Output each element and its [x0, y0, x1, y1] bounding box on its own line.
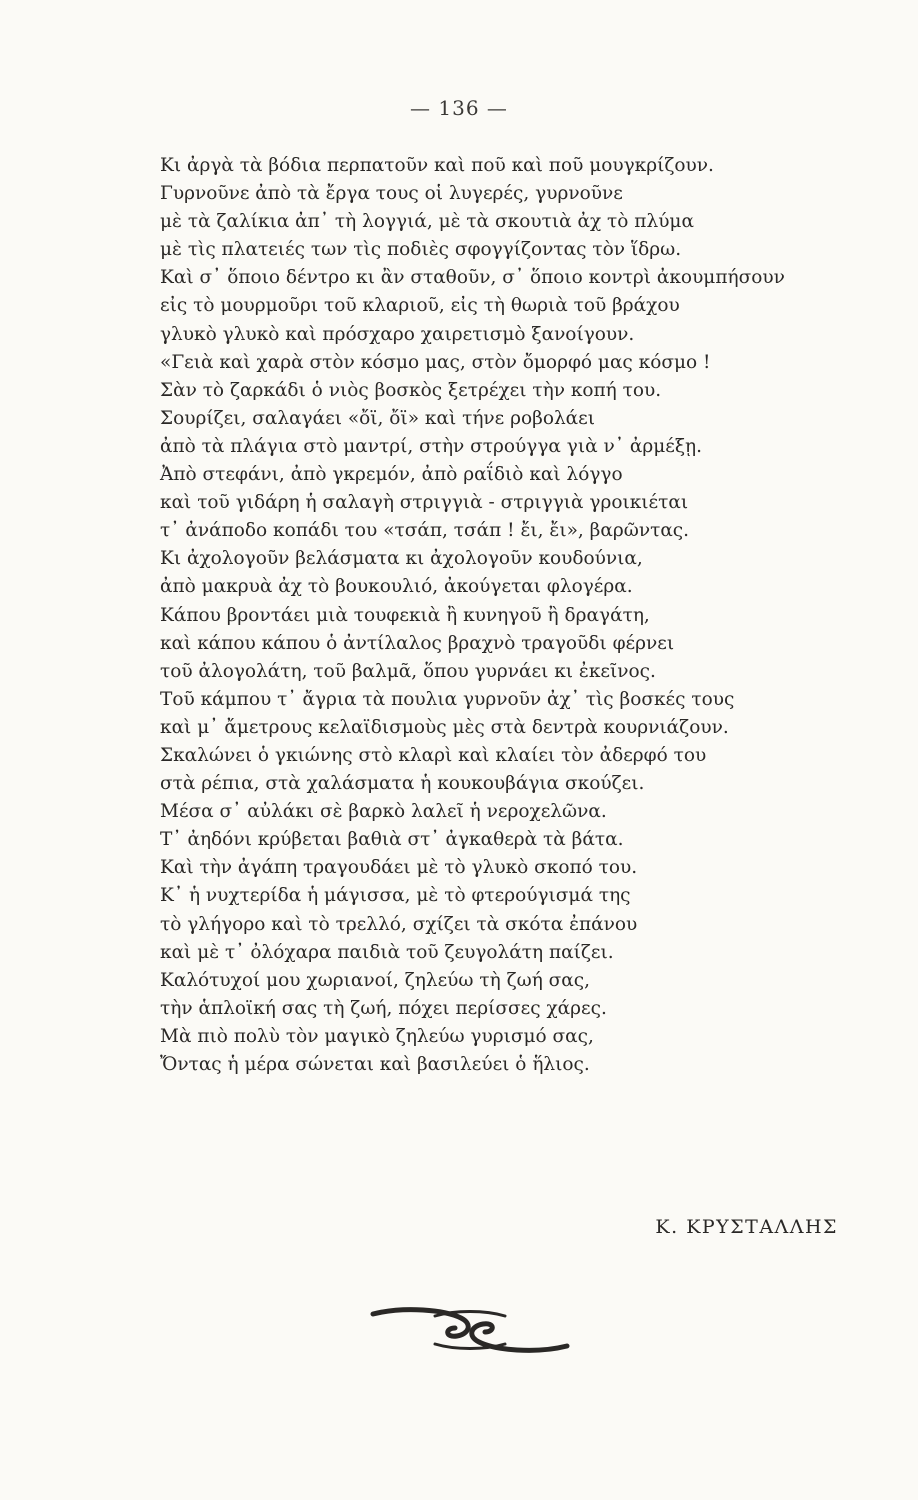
poem-line: τ᾿ ἀνάποδο κοπάδι του «τσάπ, τσάπ ! ἔι, ἔι», βαρῶντας.	[160, 520, 690, 542]
poem-line: Ἀπὸ στεφάνι, ἀπὸ γκρεμόν, ἀπὸ ραΐδιὸ καὶ λόγγο	[160, 464, 623, 486]
poem-line: μὲ τὶς πλατειές των τὶς ποδιὲς σφογγίζοντας τὸν ἵδρω.	[160, 239, 682, 261]
page-number: — 136 —	[410, 96, 508, 120]
poem-line: Καλότυχοί μου χωριανοί, ζηλεύω τὴ ζωή σας,	[160, 969, 591, 991]
poem-line: τὸ γλήγορο καὶ τὸ τρελλό, σχίζει τὰ σκότα ἐπάνου	[160, 913, 638, 935]
poem-line: Καὶ τὴν ἀγάπη τραγουδάει μὲ τὸ γλυκὸ σκοπό του.	[160, 857, 638, 879]
poem-line: Καὶ σ᾿ ὅποιο δέντρο κι ἂν σταθοῦν, σ᾿ ὅποιο κοντρὶ ἀκουμπήσουν	[160, 267, 785, 289]
poem-line: τοῦ ἀλογολάτη, τοῦ βαλμᾶ, ὅπου γυρνάει κι ἐκεῖνος.	[160, 660, 656, 682]
poem-line: Σκαλώνει ὁ γκιώνης στὸ κλαρὶ καὶ κλαίει τὸν ἀδερφό του	[160, 744, 707, 766]
poem-line: Γυρνοῦνε ἀπὸ τὰ ἔργα τους οἱ λυγερές, γυρνοῦνε	[160, 183, 623, 205]
poem-line: Κι ἀχολογοῦν βελάσματα κι ἀχολογοῦν κουδούνια,	[160, 548, 643, 570]
poem-line: Σὰν τὸ ζαρκάδι ὁ νιὸς βοσκὸς ξετρέχει τὴν κοπή του.	[160, 379, 662, 401]
poem-line: Κι ἀργὰ τὰ βόδια περπατοῦν καὶ ποῦ καὶ ποῦ μουγκρίζουν.	[160, 155, 714, 176]
poem-text	[160, 152, 820, 1079]
poem-line: καὶ μὲ τ᾿ ὀλόχαρα παιδιὰ τοῦ ζευγολάτη παίζει.	[160, 941, 614, 963]
poem-line: Κ᾿ ἡ νυχτερίδα ἡ μάγισσα, μὲ τὸ φτερούγισμά της	[160, 885, 631, 907]
poem-line: καὶ τοῦ γιδάρη ἡ σαλαγὴ στριγγιὰ - στριγγιὰ γροικιέται	[160, 492, 689, 514]
poem-line: Σουρίζει, σαλαγάει «ὄϊ, ὄϊ» καὶ τήνε ροβολάει	[160, 407, 596, 429]
poem-line: «Γειὰ καὶ χαρὰ στὸν κόσμο μας, στὸν ὄμορφό μας κόσμο !	[160, 351, 711, 373]
poem-line: Κάπου βροντάει μιὰ τουφεκιὰ ἢ κυνηγοῦ ἢ δραγάτη,	[160, 604, 650, 626]
poem-line: Τοῦ κάμπου τ᾿ ἄγρια τὰ πουλια γυρνοῦν ἀχ᾿ τὶς βοσκές τους	[160, 688, 735, 710]
author-signature: Κ. ΚΡΥΣΤΑΛΛΗΣ	[655, 1216, 838, 1238]
poem-line: εἰς τὸ μουρμοῦρι τοῦ κλαριοῦ, εἰς τὴ θωριὰ τοῦ βράχου	[160, 295, 680, 317]
poem-line: στὰ ρέπια, στὰ χαλάσματα ἡ κουκουβάγια σκούζει.	[160, 773, 645, 795]
poem-line: Ὄντας ἡ μέρα σώνεται καὶ βασιλεύει ὁ ἥλιος.	[160, 1054, 590, 1075]
poem-line: Μέσα σ᾿ αὐλάκι σὲ βαρκὸ λαλεῖ ἡ νεροχελῶνα.	[160, 801, 607, 823]
poem-line: καὶ μ᾿ ἄμετρους κελαϊδισμοὺς μὲς στὰ δεντρὰ κουρνιάζουν.	[160, 716, 729, 738]
poem-line: Τ᾿ ἀηδόνι κρύβεται βαθιὰ στ᾿ ἀγκαθερὰ τὰ βάτα.	[160, 829, 624, 851]
ornamental-flourish-icon	[365, 1300, 575, 1360]
poem-line: ἀπὸ μακρυὰ ἀχ τὸ βουκουλιό, ἀκούγεται φλογέρα.	[160, 576, 633, 598]
poem-line: γλυκὸ γλυκὸ καὶ πρόσχαρο χαιρετισμὸ ξανοίγουν.	[160, 323, 635, 345]
poem-line: ἀπὸ τὰ πλάγια στὸ μαντρί, στὴν στρούγγα γιὰ ν᾿ ἀρμέξῃ.	[160, 435, 702, 457]
poem-line: Μὰ πιὸ πολὺ τὸν μαγικὸ ζηλεύω γυρισμό σας,	[160, 1025, 594, 1047]
poem-line: καὶ κάπου κάπου ὁ ἀντίλαλος βραχνὸ τραγοῦδι φέρνει	[160, 632, 675, 654]
poem-line: τὴν ἁπλοϊκή σας τὴ ζωή, πόχει περίσσες χάρες.	[160, 997, 607, 1019]
poem-line: μὲ τὰ ζαλίκια ἀπ᾿ τὴ λογγιά, μὲ τὰ σκουτιὰ ἀχ τὸ πλύμα	[160, 211, 694, 233]
